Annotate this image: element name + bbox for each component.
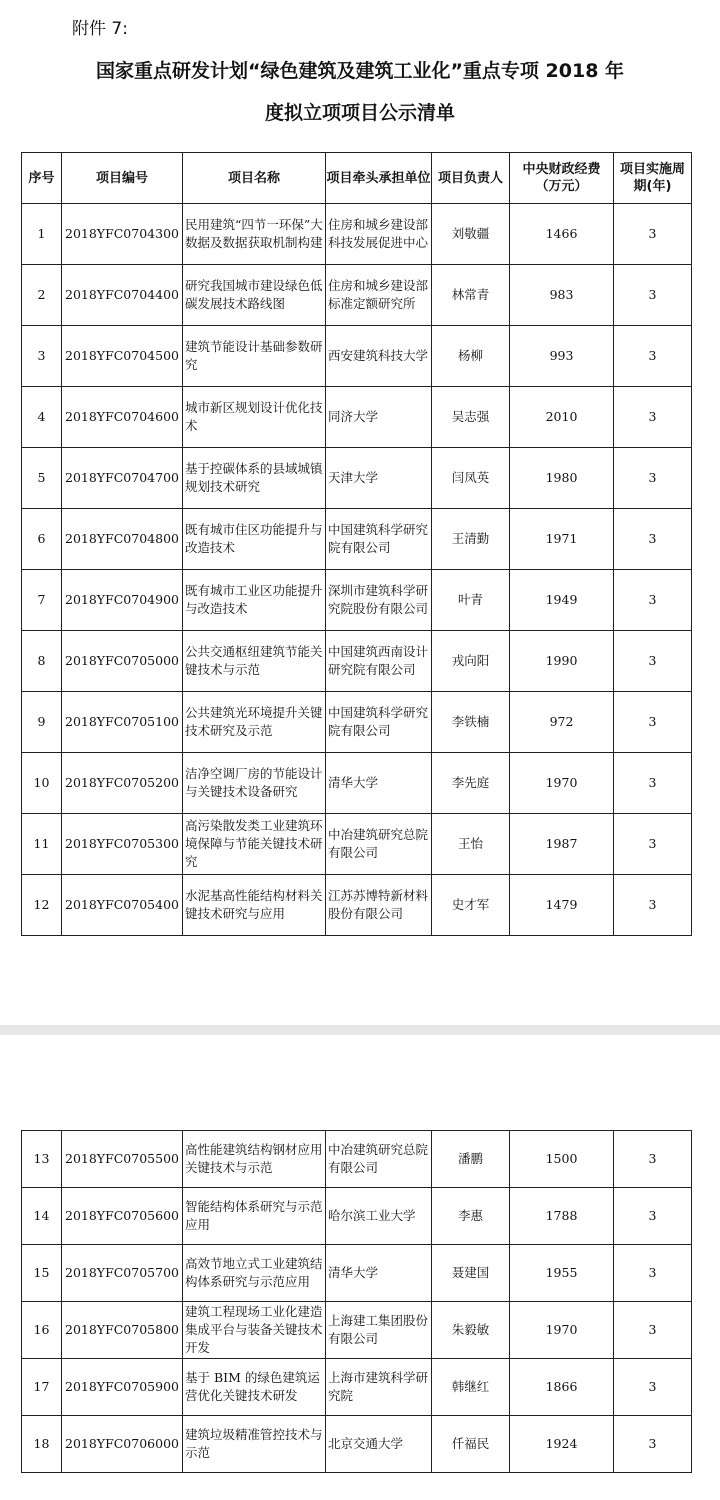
row-number: 15 <box>22 1245 62 1302</box>
table-row <box>22 1416 692 1473</box>
central-funding: 1970 <box>510 1302 614 1359</box>
lead-organization: 天津大学 <box>326 448 432 509</box>
project-leader: 刘敬疆 <box>432 204 510 265</box>
header-no: 序号 <box>22 153 62 204</box>
row-number: 9 <box>22 692 62 753</box>
central-funding: 972 <box>510 692 614 753</box>
lead-organization: 中国建筑科学研究院有限公司 <box>326 509 432 570</box>
implementation-period: 3 <box>614 1245 692 1302</box>
project-leader: 聂建国 <box>432 1245 510 1302</box>
lead-organization: 西安建筑科技大学 <box>326 326 432 387</box>
project-leader: 王怡 <box>432 814 510 875</box>
project-code: 2018YFC0705300 <box>62 814 183 875</box>
implementation-period: 3 <box>614 1416 692 1473</box>
project-name: 建筑工程现场工业化建造集成平台与装备关键技术开发 <box>183 1302 326 1359</box>
project-leader: 李惠 <box>432 1188 510 1245</box>
project-leader: 杨柳 <box>432 326 510 387</box>
implementation-period: 3 <box>614 814 692 875</box>
project-name: 城市新区规划设计优化技术 <box>183 387 326 448</box>
central-funding: 1949 <box>510 570 614 631</box>
central-funding: 1466 <box>510 204 614 265</box>
row-number: 6 <box>22 509 62 570</box>
row-number: 17 <box>22 1359 62 1416</box>
central-funding: 1479 <box>510 875 614 936</box>
project-leader: 史才军 <box>432 875 510 936</box>
implementation-period: 3 <box>614 265 692 326</box>
table-row <box>22 448 692 509</box>
implementation-period: 3 <box>614 1302 692 1359</box>
lead-organization: 上海市建筑科学研究院 <box>326 1359 432 1416</box>
lead-organization: 住房和城乡建设部科技发展促进中心 <box>326 204 432 265</box>
project-leader: 韩继红 <box>432 1359 510 1416</box>
table-row <box>22 1302 692 1359</box>
project-code: 2018YFC0705400 <box>62 875 183 936</box>
implementation-period: 3 <box>614 448 692 509</box>
project-name: 智能结构体系研究与示范应用 <box>183 1188 326 1245</box>
project-name: 既有城市工业区功能提升与改造技术 <box>183 570 326 631</box>
implementation-period: 3 <box>614 1188 692 1245</box>
row-number: 1 <box>22 204 62 265</box>
table-row <box>22 631 692 692</box>
row-number: 2 <box>22 265 62 326</box>
row-number: 13 <box>22 1131 62 1188</box>
central-funding: 1788 <box>510 1188 614 1245</box>
project-leader: 仟福民 <box>432 1416 510 1473</box>
row-number: 7 <box>22 570 62 631</box>
project-name: 高污染散发类工业建筑环境保障与节能关键技术研究 <box>183 814 326 875</box>
project-leader: 吴志强 <box>432 387 510 448</box>
annex-label: 附件 7: <box>72 19 128 39</box>
row-number: 14 <box>22 1188 62 1245</box>
row-number: 11 <box>22 814 62 875</box>
project-code: 2018YFC0705800 <box>62 1302 183 1359</box>
project-name: 建筑节能设计基础参数研究 <box>183 326 326 387</box>
project-leader: 叶青 <box>432 570 510 631</box>
central-funding: 1987 <box>510 814 614 875</box>
header-name: 项目名称 <box>183 153 326 204</box>
project-code: 2018YFC0705500 <box>62 1131 183 1188</box>
central-funding: 1924 <box>510 1416 614 1473</box>
project-table-page-2 <box>21 1130 692 1473</box>
project-name: 民用建筑“四节一环保”大数据及数据获取机制构建 <box>183 204 326 265</box>
lead-organization: 中冶建筑研究总院有限公司 <box>326 814 432 875</box>
row-number: 8 <box>22 631 62 692</box>
lead-organization: 哈尔滨工业大学 <box>326 1188 432 1245</box>
implementation-period: 3 <box>614 631 692 692</box>
table-row <box>22 1131 692 1188</box>
table-row <box>22 814 692 875</box>
implementation-period: 3 <box>614 1131 692 1188</box>
project-code: 2018YFC0706000 <box>62 1416 183 1473</box>
implementation-period: 3 <box>614 204 692 265</box>
project-name: 高效节地立式工业建筑结构体系研究与示范应用 <box>183 1245 326 1302</box>
project-leader: 潘鹏 <box>432 1131 510 1188</box>
project-name: 研究我国城市建设绿色低碳发展技术路线图 <box>183 265 326 326</box>
central-funding: 1970 <box>510 753 614 814</box>
central-funding: 983 <box>510 265 614 326</box>
project-code: 2018YFC0705700 <box>62 1245 183 1302</box>
project-code: 2018YFC0705900 <box>62 1359 183 1416</box>
implementation-period: 3 <box>614 570 692 631</box>
project-name: 建筑垃圾精准管控技术与示范 <box>183 1416 326 1473</box>
header-code: 项目编号 <box>62 153 183 204</box>
project-leader: 闫凤英 <box>432 448 510 509</box>
project-code: 2018YFC0704600 <box>62 387 183 448</box>
implementation-period: 3 <box>614 387 692 448</box>
project-name: 洁净空调厂房的节能设计与关键技术设备研究 <box>183 753 326 814</box>
row-number: 18 <box>22 1416 62 1473</box>
table-row <box>22 204 692 265</box>
project-leader: 李先庭 <box>432 753 510 814</box>
table-header-row <box>22 153 692 204</box>
project-code: 2018YFC0705200 <box>62 753 183 814</box>
table-row <box>22 1359 692 1416</box>
table-row <box>22 570 692 631</box>
lead-organization: 同济大学 <box>326 387 432 448</box>
project-code: 2018YFC0704400 <box>62 265 183 326</box>
lead-organization: 住房和城乡建设部标准定额研究所 <box>326 265 432 326</box>
table-row <box>22 387 692 448</box>
row-number: 10 <box>22 753 62 814</box>
project-code: 2018YFC0704300 <box>62 204 183 265</box>
lead-organization: 中冶建筑研究总院有限公司 <box>326 1131 432 1188</box>
implementation-period: 3 <box>614 326 692 387</box>
row-number: 16 <box>22 1302 62 1359</box>
lead-organization: 清华大学 <box>326 1245 432 1302</box>
project-code: 2018YFC0705100 <box>62 692 183 753</box>
project-name: 基于控碳体系的县域城镇规划技术研究 <box>183 448 326 509</box>
table-row <box>22 875 692 936</box>
header-org: 项目牵头承担单位 <box>326 153 432 204</box>
table-row <box>22 1188 692 1245</box>
project-code: 2018YFC0704900 <box>62 570 183 631</box>
implementation-period: 3 <box>614 1359 692 1416</box>
row-number: 3 <box>22 326 62 387</box>
project-name: 既有城市住区功能提升与改造技术 <box>183 509 326 570</box>
row-number: 5 <box>22 448 62 509</box>
central-funding: 1971 <box>510 509 614 570</box>
row-number: 12 <box>22 875 62 936</box>
central-funding: 1955 <box>510 1245 614 1302</box>
table-row <box>22 509 692 570</box>
project-name: 水泥基高性能结构材料关键技术研究与应用 <box>183 875 326 936</box>
lead-organization: 北京交通大学 <box>326 1416 432 1473</box>
project-code: 2018YFC0704700 <box>62 448 183 509</box>
lead-organization: 清华大学 <box>326 753 432 814</box>
lead-organization: 中国建筑西南设计研究院有限公司 <box>326 631 432 692</box>
project-code: 2018YFC0704800 <box>62 509 183 570</box>
lead-organization: 深圳市建筑科学研究院股份有限公司 <box>326 570 432 631</box>
document-title-line-2: 度拟立项项目公示清单 <box>264 102 455 124</box>
project-name: 高性能建筑结构钢材应用关键技术与示范 <box>183 1131 326 1188</box>
central-funding: 1990 <box>510 631 614 692</box>
table-row <box>22 326 692 387</box>
implementation-period: 3 <box>614 692 692 753</box>
project-leader: 朱毅敏 <box>432 1302 510 1359</box>
central-funding: 1980 <box>510 448 614 509</box>
header-leader: 项目负责人 <box>432 153 510 204</box>
project-name: 公共交通枢纽建筑节能关键技术与示范 <box>183 631 326 692</box>
project-leader: 戎向阳 <box>432 631 510 692</box>
page-separator <box>0 1025 720 1035</box>
lead-organization: 江苏苏博特新材料股份有限公司 <box>326 875 432 936</box>
lead-organization: 中国建筑科学研究院有限公司 <box>326 692 432 753</box>
table-row <box>22 265 692 326</box>
row-number: 4 <box>22 387 62 448</box>
project-table-page-1 <box>21 152 692 936</box>
implementation-period: 3 <box>614 509 692 570</box>
implementation-period: 3 <box>614 875 692 936</box>
implementation-period: 3 <box>614 753 692 814</box>
project-code: 2018YFC0704500 <box>62 326 183 387</box>
table-row <box>22 1245 692 1302</box>
project-code: 2018YFC0705000 <box>62 631 183 692</box>
table-row <box>22 692 692 753</box>
header-period: 项目实施周期(年) <box>614 153 692 204</box>
project-leader: 王清勤 <box>432 509 510 570</box>
table-row <box>22 753 692 814</box>
central-funding: 1500 <box>510 1131 614 1188</box>
header-funding: 中央财政经费（万元） <box>510 153 614 204</box>
document-title-line-1: 国家重点研发计划“绿色建筑及建筑工业化”重点专项 2018 年 <box>95 60 625 82</box>
central-funding: 2010 <box>510 387 614 448</box>
project-leader: 李铁楠 <box>432 692 510 753</box>
central-funding: 1866 <box>510 1359 614 1416</box>
project-name: 公共建筑光环境提升关键技术研究及示范 <box>183 692 326 753</box>
project-name: 基于 BIM 的绿色建筑运营优化关键技术研发 <box>183 1359 326 1416</box>
project-code: 2018YFC0705600 <box>62 1188 183 1245</box>
lead-organization: 上海建工集团股份有限公司 <box>326 1302 432 1359</box>
project-leader: 林常青 <box>432 265 510 326</box>
central-funding: 993 <box>510 326 614 387</box>
